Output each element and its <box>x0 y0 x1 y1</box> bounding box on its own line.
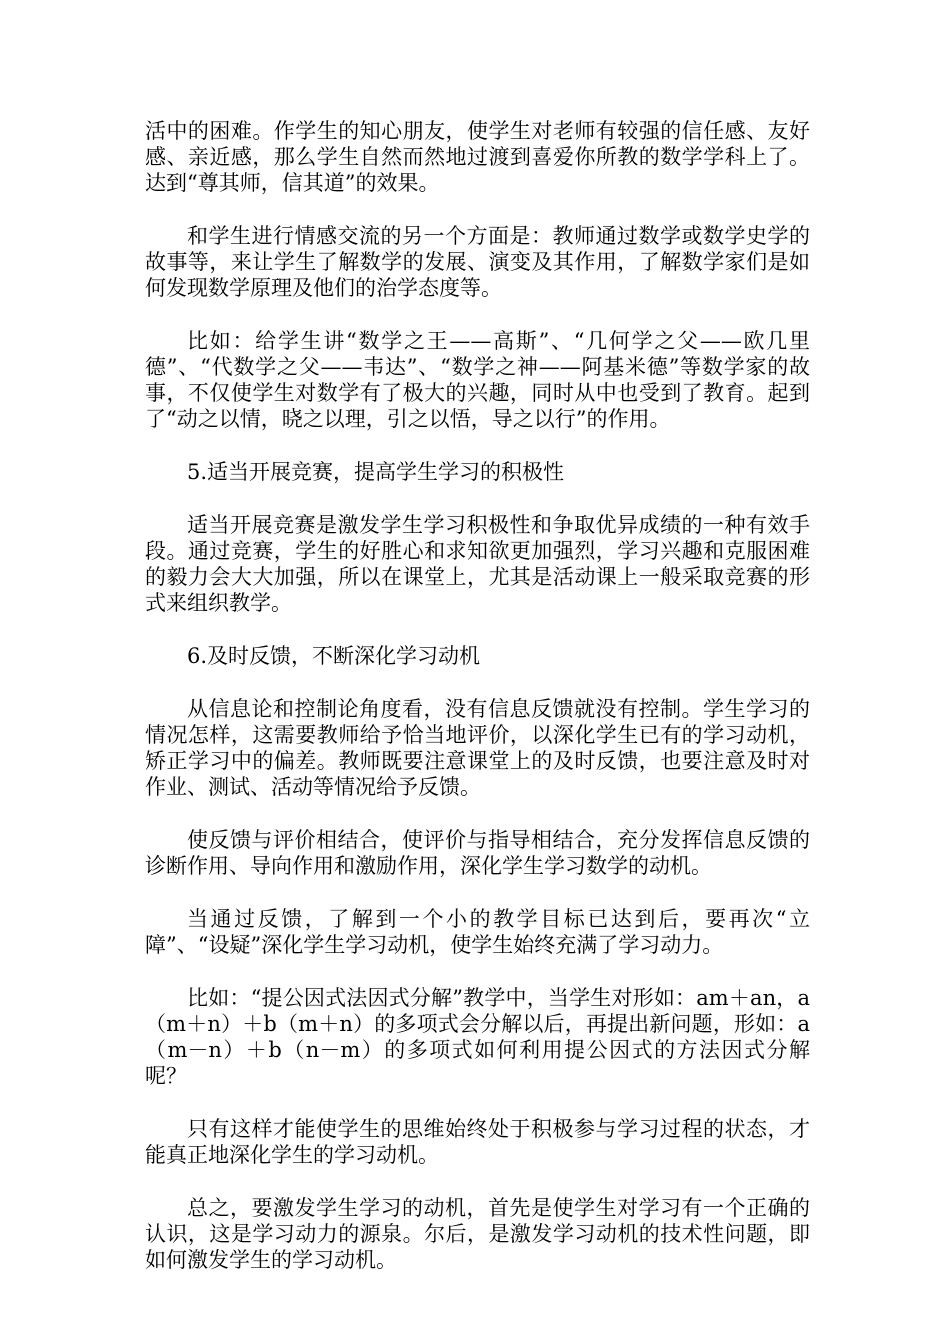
paragraph-competition: 适当开展竞赛是激发学生学习积极性和争取优异成绩的一种有效手段。通过竞赛，学生的好胜心和求知欲更加强烈，学习兴趣和克服困难的毅力会大大加强，所以在课堂上，尤其是活动课上一般采取竞赛的形式来组织教学。 <box>145 513 810 615</box>
paragraph-continuation: 活中的困难。作学生的知心朋友，使学生对老师有较强的信任感、友好感、亲近感，那么学生自然而然地过渡到喜爱你所教的数学学科上了。达到“尊其师，信其道”的效果。 <box>145 119 810 195</box>
paragraph-factoring-example: 比如：“提公因式法因式分解”教学中，当学生对形如：am＋an，a（m＋n）＋b（m＋n）的多项式会分解以后，再提出新问题，形如：a（m－n）＋b（n－m）的多项式如何利用提公因式的方法因式分解呢？ <box>145 986 810 1088</box>
paragraph-set-obstacles: 当通过反馈，了解到一个小的教学目标已达到后，要再次“立障”、“设疑”深化学生学习动机，使学生始终充满了学习动力。 <box>145 907 810 957</box>
paragraph-conclusion: 总之，要激发学生学习的动机，首先是使学生对学习有一个正确的认识，这是学习动力的源泉。尔后，是激发学习动机的技术性问题，即如何激发学生的学习动机。 <box>145 1196 810 1272</box>
paragraph-active-thinking: 只有这样才能使学生的思维始终处于积极参与学习过程的状态，才能真正地深化学生的学习动机。 <box>145 1117 810 1167</box>
paragraph-math-stories-example: 比如：给学生讲“数学之王——高斯”、“几何学之父——欧几里德”、“代数学之父——韦达”、“数学之神——阿基米德”等数学家的故事，不仅使学生对数学有了极大的兴趣，同时从中也受到了教育。起到了“动之以情，晓之以理，引之以悟，导之以行”的作用。 <box>145 329 810 431</box>
section-heading-competition: 5.适当开展竞赛，提高学生学习的积极性 <box>187 460 565 484</box>
paragraph-feedback-theory: 从信息论和控制论角度看，没有信息反馈就没有控制。学生学习的情况怎样，这需要教师给予恰当地评价，以深化学生已有的学习动机，矫正学习中的偏差。教师既要注意课堂上的及时反馈，也要注意及时对作业、测试、活动等情况给予反馈。 <box>145 697 810 799</box>
paragraph-feedback-evaluation: 使反馈与评价相结合，使评价与指导相结合，充分发挥信息反馈的诊断作用、导向作用和激励作用，深化学生学习数学的动机。 <box>145 828 810 878</box>
document-body <box>145 118 810 1300</box>
paragraph-emotional-exchange: 和学生进行情感交流的另一个方面是：教师通过数学或数学史学的故事等，来让学生了解数学的发展、演变及其作用，了解数学家们是如何发现数学原理及他们的治学态度等。 <box>145 224 810 300</box>
section-heading-feedback: 6.及时反馈，不断深化学习动机 <box>187 644 481 668</box>
